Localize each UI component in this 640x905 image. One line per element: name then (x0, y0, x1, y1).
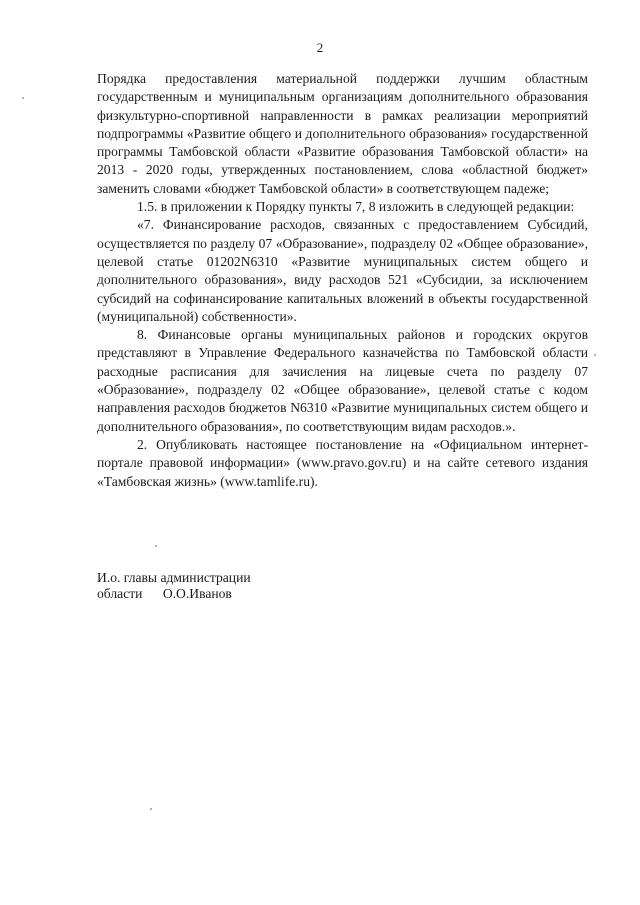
scan-speck (155, 545, 157, 547)
scan-speck (150, 808, 152, 810)
paragraph-item-7: «7. Финансирование расходов, связанных с предоставлением Субсидий, осуществляется по разделу 07 «Образование», подразделу 02 «Общее образование», целевой статье 01202N6310 «Развитие муниципальных систем общего и дополнительного образования», виду расходов 521 «Субсидии, за исключением субсидий на софинансирование капитальных вложений в объекты государственной (муниципальной) собственности». (97, 217, 588, 324)
signatory-name: О.О.Иванов (162, 586, 232, 601)
signatory-title-line2 (97, 586, 251, 602)
document-body (97, 70, 588, 491)
scan-speck (22, 97, 24, 99)
signatory-region: области (97, 586, 143, 601)
signatory-title-line1: И.о. главы администрации (97, 570, 251, 585)
scan-speck (594, 354, 596, 356)
paragraph-item-8: 8. Финансовые органы муниципальных районов и городских округов представляют в Управление Федерального казначейства по Тамбовской области расходные расписания для зачисления на лицевые счета по разделу 07 «Образование», подразделу 02 «Общее образование», целевой статье с кодом направления расходов бюджетов N6310 «Развитие муниципальных систем общего и дополнительного образования», по соответствующим видам расходов.». (97, 327, 588, 434)
paragraph-continuation: Порядка предоставления материальной поддержки лучшим областным государственным и муниципальным организациям дополнительного образования физкультурно-спортивной направленности в рамках реализации мероприятий подпрограммы «Развитие общего и дополнительного образования» государственной программы Тамбовской области «Развитие образования Тамбовской области» на 2013 - 2020 годы, утвержденных постановлением, слова «областной бюджет» заменить словами «бюджет Тамбовской области» в соответствующем падеже; (97, 71, 588, 196)
page-number: 2 (316, 40, 324, 55)
paragraph-item-2-publish: 2. Опубликовать настоящее постановление на «Официальном интернет-портале правовой информации» (www.pravo.gov.ru) и на сайте сетевого издания «Тамбовская жизнь» (www.tamlife.ru). (97, 436, 588, 489)
signature-block (97, 570, 251, 602)
paragraph-item-1-5: 1.5. в приложении к Порядку пункты 7, 8 изложить в следующей редакции: (137, 199, 575, 215)
